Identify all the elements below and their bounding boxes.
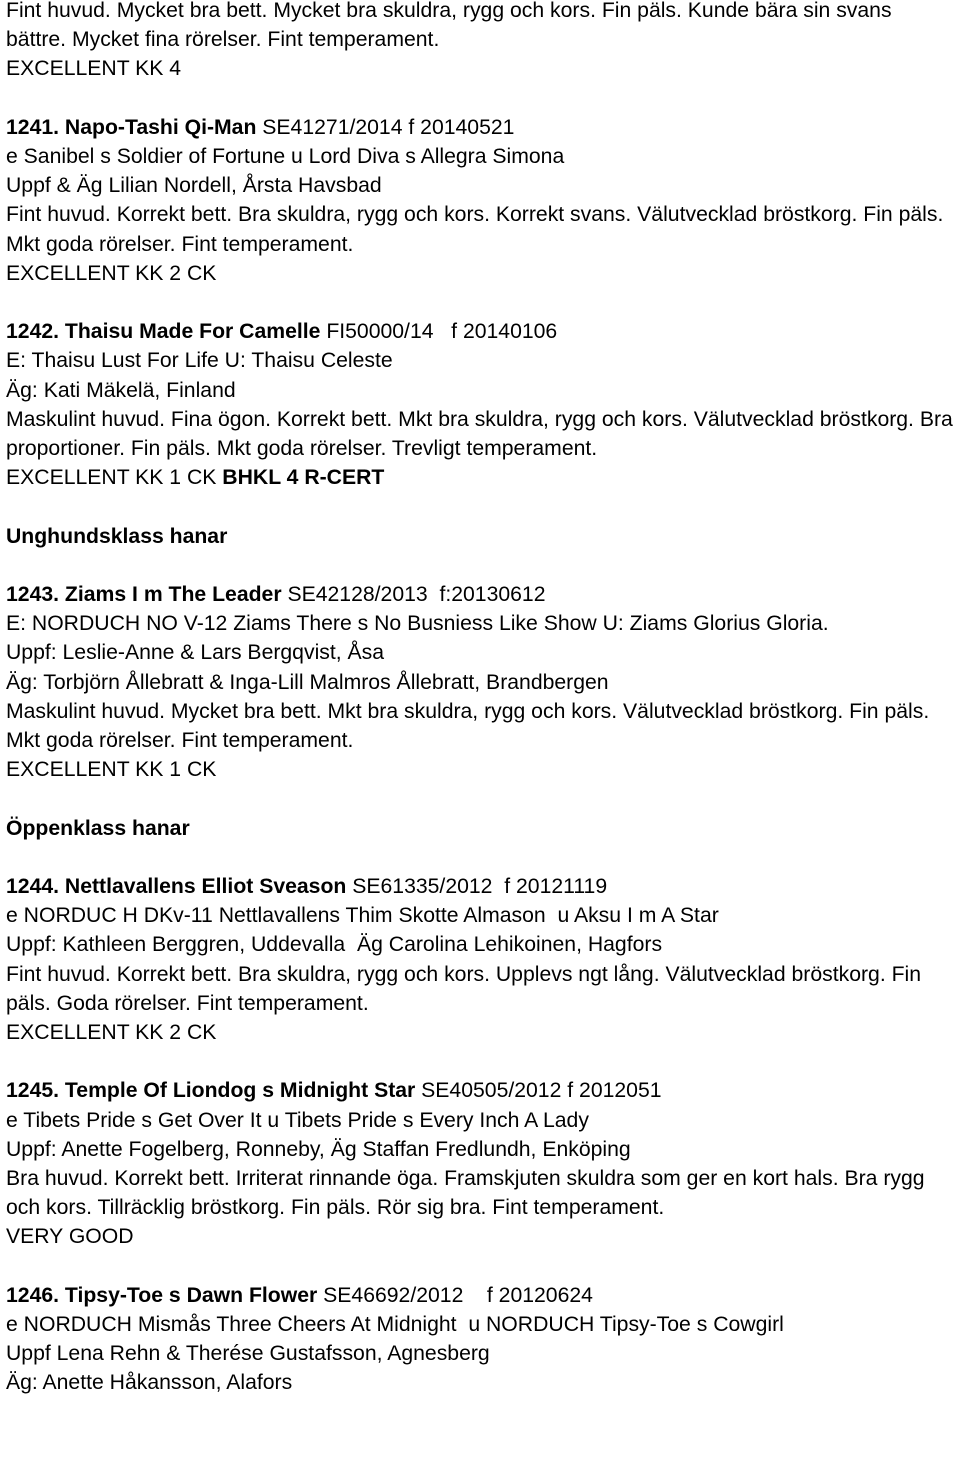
registration: SE46692/2012 f 20120624 [323,1283,593,1307]
entry-1242-critique: Maskulint huvud. Fina ögon. Korrekt bett. Mkt bra skuldra, rygg och kors. Välutvecklad bröstkorg. Bra proportioner. Fin päls. Mkt goda rörelser. Trevligt temperament. [6,407,953,461]
entry-1244-result: EXCELLENT KK 2 CK [6,1021,217,1045]
entry-1241-critique: Fint huvud. Korrekt bett. Bra skuldra, rygg och kors. Korrekt svans. Välutvecklad bröstkorg. Fin päls. Mkt goda rörelser. Fint temperament. [6,203,944,256]
entry-1242-owner: Äg: Kati Mäkelä, Finland [6,378,236,402]
entry-1246-parents: e NORDUCH Mismås Three Cheers At Midnight u NORDUCH Tipsy-Toe s Cowgirl [6,1313,784,1337]
entry-1245-owner: Uppf: Anette Fogelberg, Ronneby, Äg Staffan Fredlundh, Enköping [6,1137,631,1161]
entry-1241-result: EXCELLENT KK 2 CK [6,261,217,285]
class-heading-text: Unghundsklass hanar [6,524,228,548]
entry-1242-result [6,463,954,492]
class-heading-junior [6,522,954,551]
entry-number: 1241. [6,115,60,139]
entry-1246-owner: Äg: Anette Håkansson, Alafors [6,1371,293,1395]
entry-1243-critique: Maskulint huvud. Mycket bra bett. Mkt bra skuldra, rygg och kors. Välutvecklad bröstkorg. Fin päls. Mkt goda rörelser. Fint temperament. [6,699,930,753]
entry-1244-owner: Uppf: Kathleen Berggren, Uddevalla Äg Carolina Lehikoinen, Hagfors [6,933,663,957]
spacer [6,84,954,113]
entry-1246-header [6,1281,954,1310]
registration: SE42128/2013 f:20130612 [287,583,546,606]
dog-name: Ziams I m The Leader [64,583,282,606]
dog-name: Tipsy-Toe s Dawn Flower [64,1283,318,1307]
dog-name: Nettlavallens Elliot Sveason [64,875,347,898]
entry-1241-header [6,113,954,142]
entry-1245-result: VERY GOOD [6,1225,134,1249]
entry-number: 1245. [6,1079,60,1103]
entry-1243-header [6,580,954,609]
entry-1245-critique: Bra huvud. Korrekt bett. Irriterat rinnande öga. Framskjuten skuldra som ger en kort hals. Bra rygg och kors. Tillräcklig bröstkorg. Fin päls. Rör sig bra. Fint temperament. [6,1167,925,1220]
entry-1243-owner: Äg: Torbjörn Ållebratt & Inga-Lill Malmros Ållebratt, Brandbergen [6,670,609,694]
registration: SE41271/2014 f 20140521 [262,115,515,139]
entry-1241-parents: e Sanibel s Soldier of Fortune u Lord Diva s Allegra Simona [6,145,565,168]
entry-1243-breeder: Uppf: Leslie-Anne & Lars Bergqvist, Åsa [6,641,385,665]
entry-1245-parents: e Tibets Pride s Get Over It u Tibets Pride s Every Inch A Lady [6,1108,589,1132]
registration: SE61335/2012 f 20121119 [352,875,608,898]
entry-number: 1244. [6,875,60,898]
dog-name: Temple Of Liondog s Midnight Star [64,1079,416,1103]
entry-1246-breeder: Uppf Lena Rehn & Therése Gustafsson, Agnesberg [6,1342,490,1366]
spacer [6,784,954,813]
entry-1242-parents: E: Thaisu Lust For Life U: Thaisu Celeste [6,349,393,373]
award: BHKL 4 R-CERT [222,466,385,490]
class-heading-text: Öppenklass hanar [6,816,190,840]
entry-1244-header [6,872,954,901]
entry-1244-critique: Fint huvud. Korrekt bett. Bra skuldra, rygg och kors. Upplevs ngt lång. Välutvecklad bröstkorg. Fin päls. Goda rörelser. Fint temperament. [6,962,922,1015]
entry-1245-header [6,1076,954,1105]
entry-number: 1246. [6,1283,60,1307]
spacer [6,1252,954,1281]
entry-1242-header [6,317,954,346]
entry-1241-owner: Uppf & Äg Lilian Nordell, Årsta Havsbad [6,174,382,198]
registration: SE40505/2012 f 2012051 [421,1079,662,1103]
prev-entry-critique: Fint huvud. Mycket bra bett. Mycket bra skuldra, rygg och kors. Fin päls. Kunde bära sin svans bättre. Mycket fina rörelser. Fint temperament. [6,0,892,52]
spacer [6,1047,954,1076]
entry-number: 1242. [6,320,60,344]
spacer [6,492,954,521]
spacer [6,843,954,872]
entry-number: 1243. [6,583,60,606]
spacer [6,288,954,317]
entry-1243-parents: E: NORDUCH NO V-12 Ziams There s No Busniess Like Show U: Ziams Glorius Gloria. [6,612,829,636]
entry-1244-parents: e NORDUC H DKv-11 Nettlavallens Thim Skotte Almason u Aksu I m A Star [6,904,719,928]
dog-name: Thaisu Made For Camelle [64,320,321,344]
prev-entry-result: EXCELLENT KK 4 [6,57,182,81]
dog-name: Napo-Tashi Qi-Man [64,115,257,139]
class-heading-open [6,814,954,843]
spacer [6,551,954,580]
entry-1243-result: EXCELLENT KK 1 CK [6,758,217,782]
result-grade: EXCELLENT KK 1 CK [6,466,217,490]
registration: FI50000/14 f 20140106 [326,320,558,344]
